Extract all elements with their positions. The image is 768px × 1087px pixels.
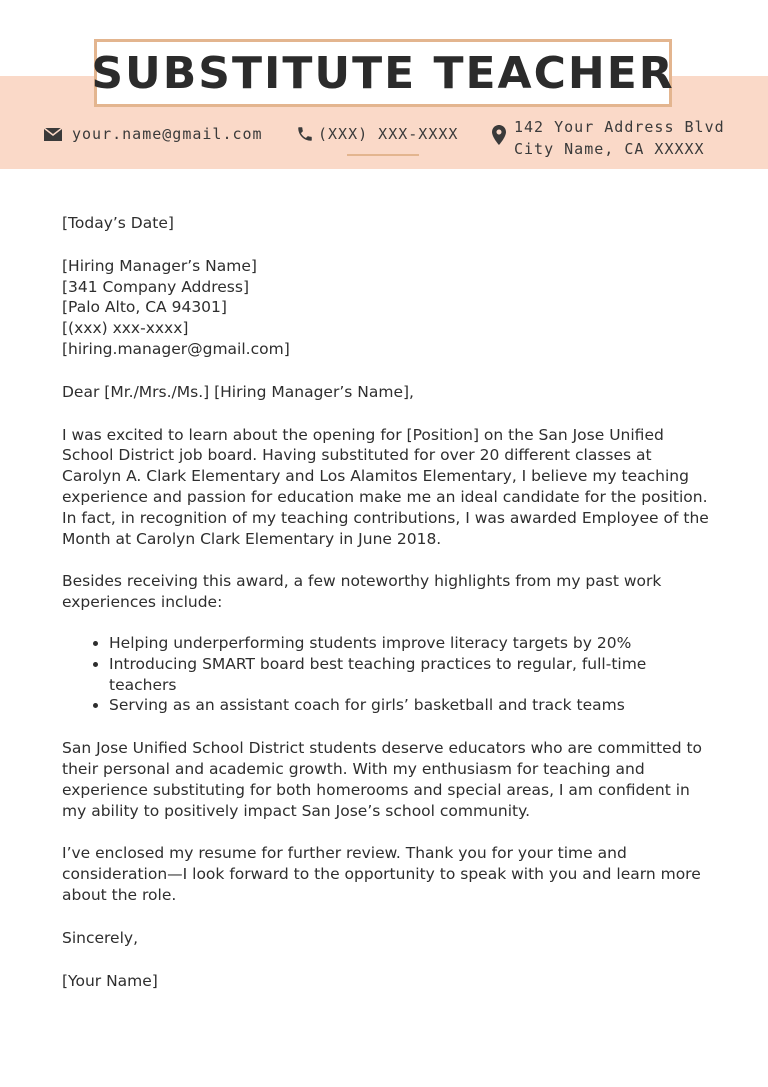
list-item: • Introducing SMART board best teaching practices to regular, full-time teachers [109,654,712,696]
paragraph-intro: I was excited to learn about the opening for [Position] on the San Jose Unified School District job board. Having substituted for over 20 different classes at Carolyn A. Clark Elementary and Los Alamitos Elementary, I believe my teaching experience and passion for education make me an ideal candidate for the position. In fact, in recognition of my teaching contributions, I was awarded Employee of the Month at Carolyn Clark Elementary in June 2018. [62,425,709,548]
title-box [91,39,675,107]
signature: [Your Name] [62,971,158,990]
phone-text: (XXX) XXX-XXXX [318,125,459,143]
address-line-1: 142 Your Address Blvd [514,118,725,136]
location-pin-icon [492,125,506,145]
email-text: your.name@gmail.com [72,125,263,143]
recipient-line: [(xxx) xxx-xxxx] [62,319,189,338]
address-line-2: City Name, CA XXXXX [514,140,705,158]
envelope-icon [44,128,62,141]
contact-address [492,116,725,160]
closing: Sincerely, [62,928,139,947]
list-item: • Serving as an assistant coach for girls’ basketball and track teams [109,695,712,716]
recipient-line: [341 Company Address] [62,277,249,296]
letter-body [62,213,712,1013]
recipient-line: [Hiring Manager’s Name] [62,256,257,275]
contact-phone [296,125,458,143]
recipient-block [62,256,712,360]
list-item: • Helping underperforming students improve literacy targets by 20% [109,633,712,654]
recipient-line: [Palo Alto, CA 94301] [62,298,227,317]
phone-icon [296,125,314,143]
letter-date: [Today’s Date] [62,214,174,232]
contact-email [44,125,263,143]
salutation: Dear [Mr./Mrs./Ms.] [Hiring Manager’s Name], [62,382,414,401]
recipient-line: [hiring.manager@gmail.com] [62,339,290,358]
address-text [514,116,725,160]
paragraph-closing: I’ve enclosed my resume for further review. Thank you for your time and consideration—I look forward to the opportunity to speak with you and learn more about the role. [62,844,701,904]
accent-divider [347,154,419,156]
highlights-list [62,633,712,716]
paragraph-highlights-intro: Besides receiving this award, a few noteworthy highlights from my past work experiences include: [62,572,662,612]
paragraph-commitment: San Jose Unified School District students deserve educators who are committed to their personal and academic growth. With my enthusiasm for teaching and experience substituting for both homerooms and special areas, I am confident in my ability to positively impact San Jose’s school community. [62,739,703,820]
page-title: SUBSTITUTE TEACHER [91,47,675,99]
